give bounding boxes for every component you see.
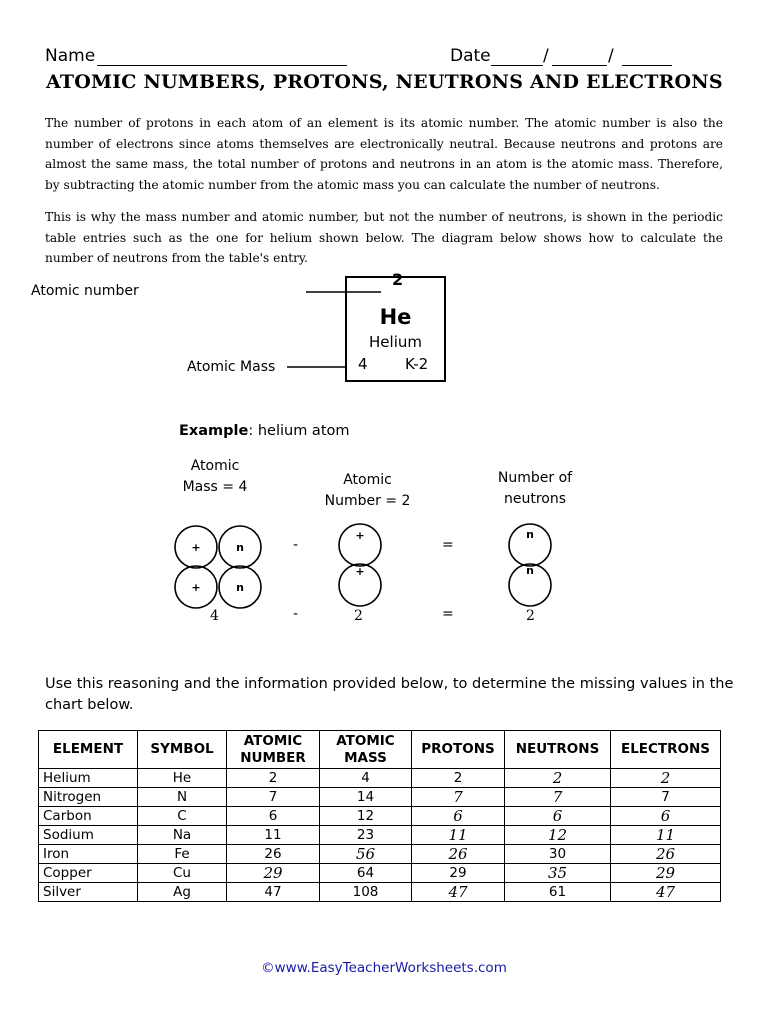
neutrons-cell[interactable]: 6 xyxy=(505,807,611,826)
caption-line: Mass = 4 xyxy=(182,479,248,495)
date-separator: / xyxy=(543,46,549,66)
table-row xyxy=(39,864,721,883)
protons-cell: 2 xyxy=(412,769,505,788)
date-label: Date xyxy=(450,46,491,66)
example-label-rest: : helium atom xyxy=(248,423,350,439)
caption-line: Number = 2 xyxy=(324,493,411,509)
table-header-row xyxy=(39,731,721,769)
neutrons-cell: 30 xyxy=(505,845,611,864)
helium-symbol: He xyxy=(379,305,412,329)
column-header: ATOMIC NUMBER xyxy=(227,731,320,769)
proton-mark: + xyxy=(355,565,365,578)
protons-cell: 29 xyxy=(412,864,505,883)
protons-cell[interactable]: 7 xyxy=(412,788,505,807)
element-cell: Helium xyxy=(39,769,138,788)
element-cell: Nitrogen xyxy=(39,788,138,807)
table-row xyxy=(39,788,721,807)
neutrons-cell[interactable]: 2 xyxy=(505,769,611,788)
atomic-mass-cell: 64 xyxy=(320,864,412,883)
helium-atomic-mass: 4 xyxy=(358,355,368,373)
table-row xyxy=(39,883,721,902)
electrons-cell[interactable]: 29 xyxy=(611,864,721,883)
atomic-number-cell: 11 xyxy=(227,826,320,845)
neutron-mark: n xyxy=(236,581,244,594)
atomic-mass-cell: 4 xyxy=(320,769,412,788)
caption-line: Atomic xyxy=(190,458,240,474)
element-cell: Copper xyxy=(39,864,138,883)
atomic-number-label: Atomic number xyxy=(31,283,139,299)
date-separator: / xyxy=(608,46,614,66)
intro-paragraph: The number of protons in each atom of an element is its atomic number. The atomic number is also the number of electrons since atoms themselves are electronically neutral. Because neutrons and protons are almost the same mass, the total number of protons and neutrons in an atom is the atomic mass. Therefore, by subtracting the atomic number from the atomic mass you can calculate the number of neutrons. xyxy=(45,116,723,192)
element-chart xyxy=(38,730,721,902)
proton-mark: + xyxy=(191,541,201,554)
symbol-cell: Ag xyxy=(138,883,227,902)
element-cell: Silver xyxy=(39,883,138,902)
neutron-mark: n xyxy=(526,564,534,577)
atomic-number-value: 2 xyxy=(354,608,363,624)
table-row xyxy=(39,826,721,845)
proton-mark: + xyxy=(355,529,365,542)
column-header: ELEMENT xyxy=(39,731,138,769)
element-cell: Sodium xyxy=(39,826,138,845)
column-header: SYMBOL xyxy=(138,731,227,769)
electrons-cell[interactable]: 47 xyxy=(611,883,721,902)
equals-sign: = xyxy=(442,537,454,553)
neutrons-cell: 61 xyxy=(505,883,611,902)
column-header: PROTONS xyxy=(412,731,505,769)
caption-line: Atomic xyxy=(343,472,392,488)
symbol-cell: Na xyxy=(138,826,227,845)
electrons-cell[interactable]: 2 xyxy=(611,769,721,788)
atomic-mass-cell: 12 xyxy=(320,807,412,826)
neutrons-cell[interactable]: 12 xyxy=(505,826,611,845)
minus-sign: - xyxy=(293,606,299,622)
table-row xyxy=(39,769,721,788)
table-row xyxy=(39,845,721,864)
mass-value: 4 xyxy=(210,608,219,624)
protons-cell[interactable]: 11 xyxy=(412,826,505,845)
atomic-number-cell[interactable]: 29 xyxy=(227,864,320,883)
helium-shell: K-2 xyxy=(405,355,429,373)
minus-sign: - xyxy=(293,537,299,553)
neutrons-value: 2 xyxy=(526,608,535,624)
instructions: Use this reasoning and the information provided below, to determine the missing values in the chart below. xyxy=(45,676,734,713)
symbol-cell: Cu xyxy=(138,864,227,883)
atomic-mass-cell: 108 xyxy=(320,883,412,902)
name-label: Name xyxy=(45,46,96,66)
protons-cell[interactable]: 26 xyxy=(412,845,505,864)
helium-atomic-number: 2 xyxy=(392,270,404,289)
page-title: ATOMIC NUMBERS, PROTONS, NEUTRONS AND ELECTRONS xyxy=(46,71,723,93)
atomic-mass-label: Atomic Mass xyxy=(187,359,276,375)
symbol-cell: N xyxy=(138,788,227,807)
caption-line: neutrons xyxy=(503,491,567,507)
neutron-mark: n xyxy=(236,541,244,554)
equals-sign: = xyxy=(442,606,454,622)
column-header: ATOMIC MASS xyxy=(320,731,412,769)
atomic-number-cell: 7 xyxy=(227,788,320,807)
symbol-cell: C xyxy=(138,807,227,826)
example-label-bold: Example xyxy=(179,423,249,439)
electrons-cell: 7 xyxy=(611,788,721,807)
table-row xyxy=(39,807,721,826)
helium-name: Helium xyxy=(369,333,422,351)
neutron-mark: n xyxy=(526,528,534,541)
column-header: NEUTRONS xyxy=(505,731,611,769)
protons-cell[interactable]: 47 xyxy=(412,883,505,902)
element-cell: Carbon xyxy=(39,807,138,826)
caption-line: Number of xyxy=(497,470,573,486)
electrons-cell[interactable]: 6 xyxy=(611,807,721,826)
atomic-number-cell: 6 xyxy=(227,807,320,826)
protons-cell[interactable]: 6 xyxy=(412,807,505,826)
symbol-cell: He xyxy=(138,769,227,788)
intro-paragraph: This is why the mass number and atomic number, but not the number of neutrons, is shown in the periodic table entries such as the one for helium shown below. The diagram below shows how to calculate the number of neutrons from the table's entry. xyxy=(45,210,723,265)
electrons-cell[interactable]: 26 xyxy=(611,845,721,864)
neutrons-cell[interactable]: 7 xyxy=(505,788,611,807)
element-cell: Iron xyxy=(39,845,138,864)
electrons-cell[interactable]: 11 xyxy=(611,826,721,845)
symbol-cell: Fe xyxy=(138,845,227,864)
atomic-mass-cell: 23 xyxy=(320,826,412,845)
column-header: ELECTRONS xyxy=(611,731,721,769)
atomic-number-cell: 26 xyxy=(227,845,320,864)
atomic-number-cell: 2 xyxy=(227,769,320,788)
atomic-number-cell: 47 xyxy=(227,883,320,902)
proton-mark: + xyxy=(191,581,201,594)
neutrons-cell[interactable]: 35 xyxy=(505,864,611,883)
footer-link[interactable]: ©www.EasyTeacherWorksheets.com xyxy=(261,960,507,976)
atomic-mass-cell[interactable]: 56 xyxy=(320,845,412,864)
atomic-mass-cell: 14 xyxy=(320,788,412,807)
